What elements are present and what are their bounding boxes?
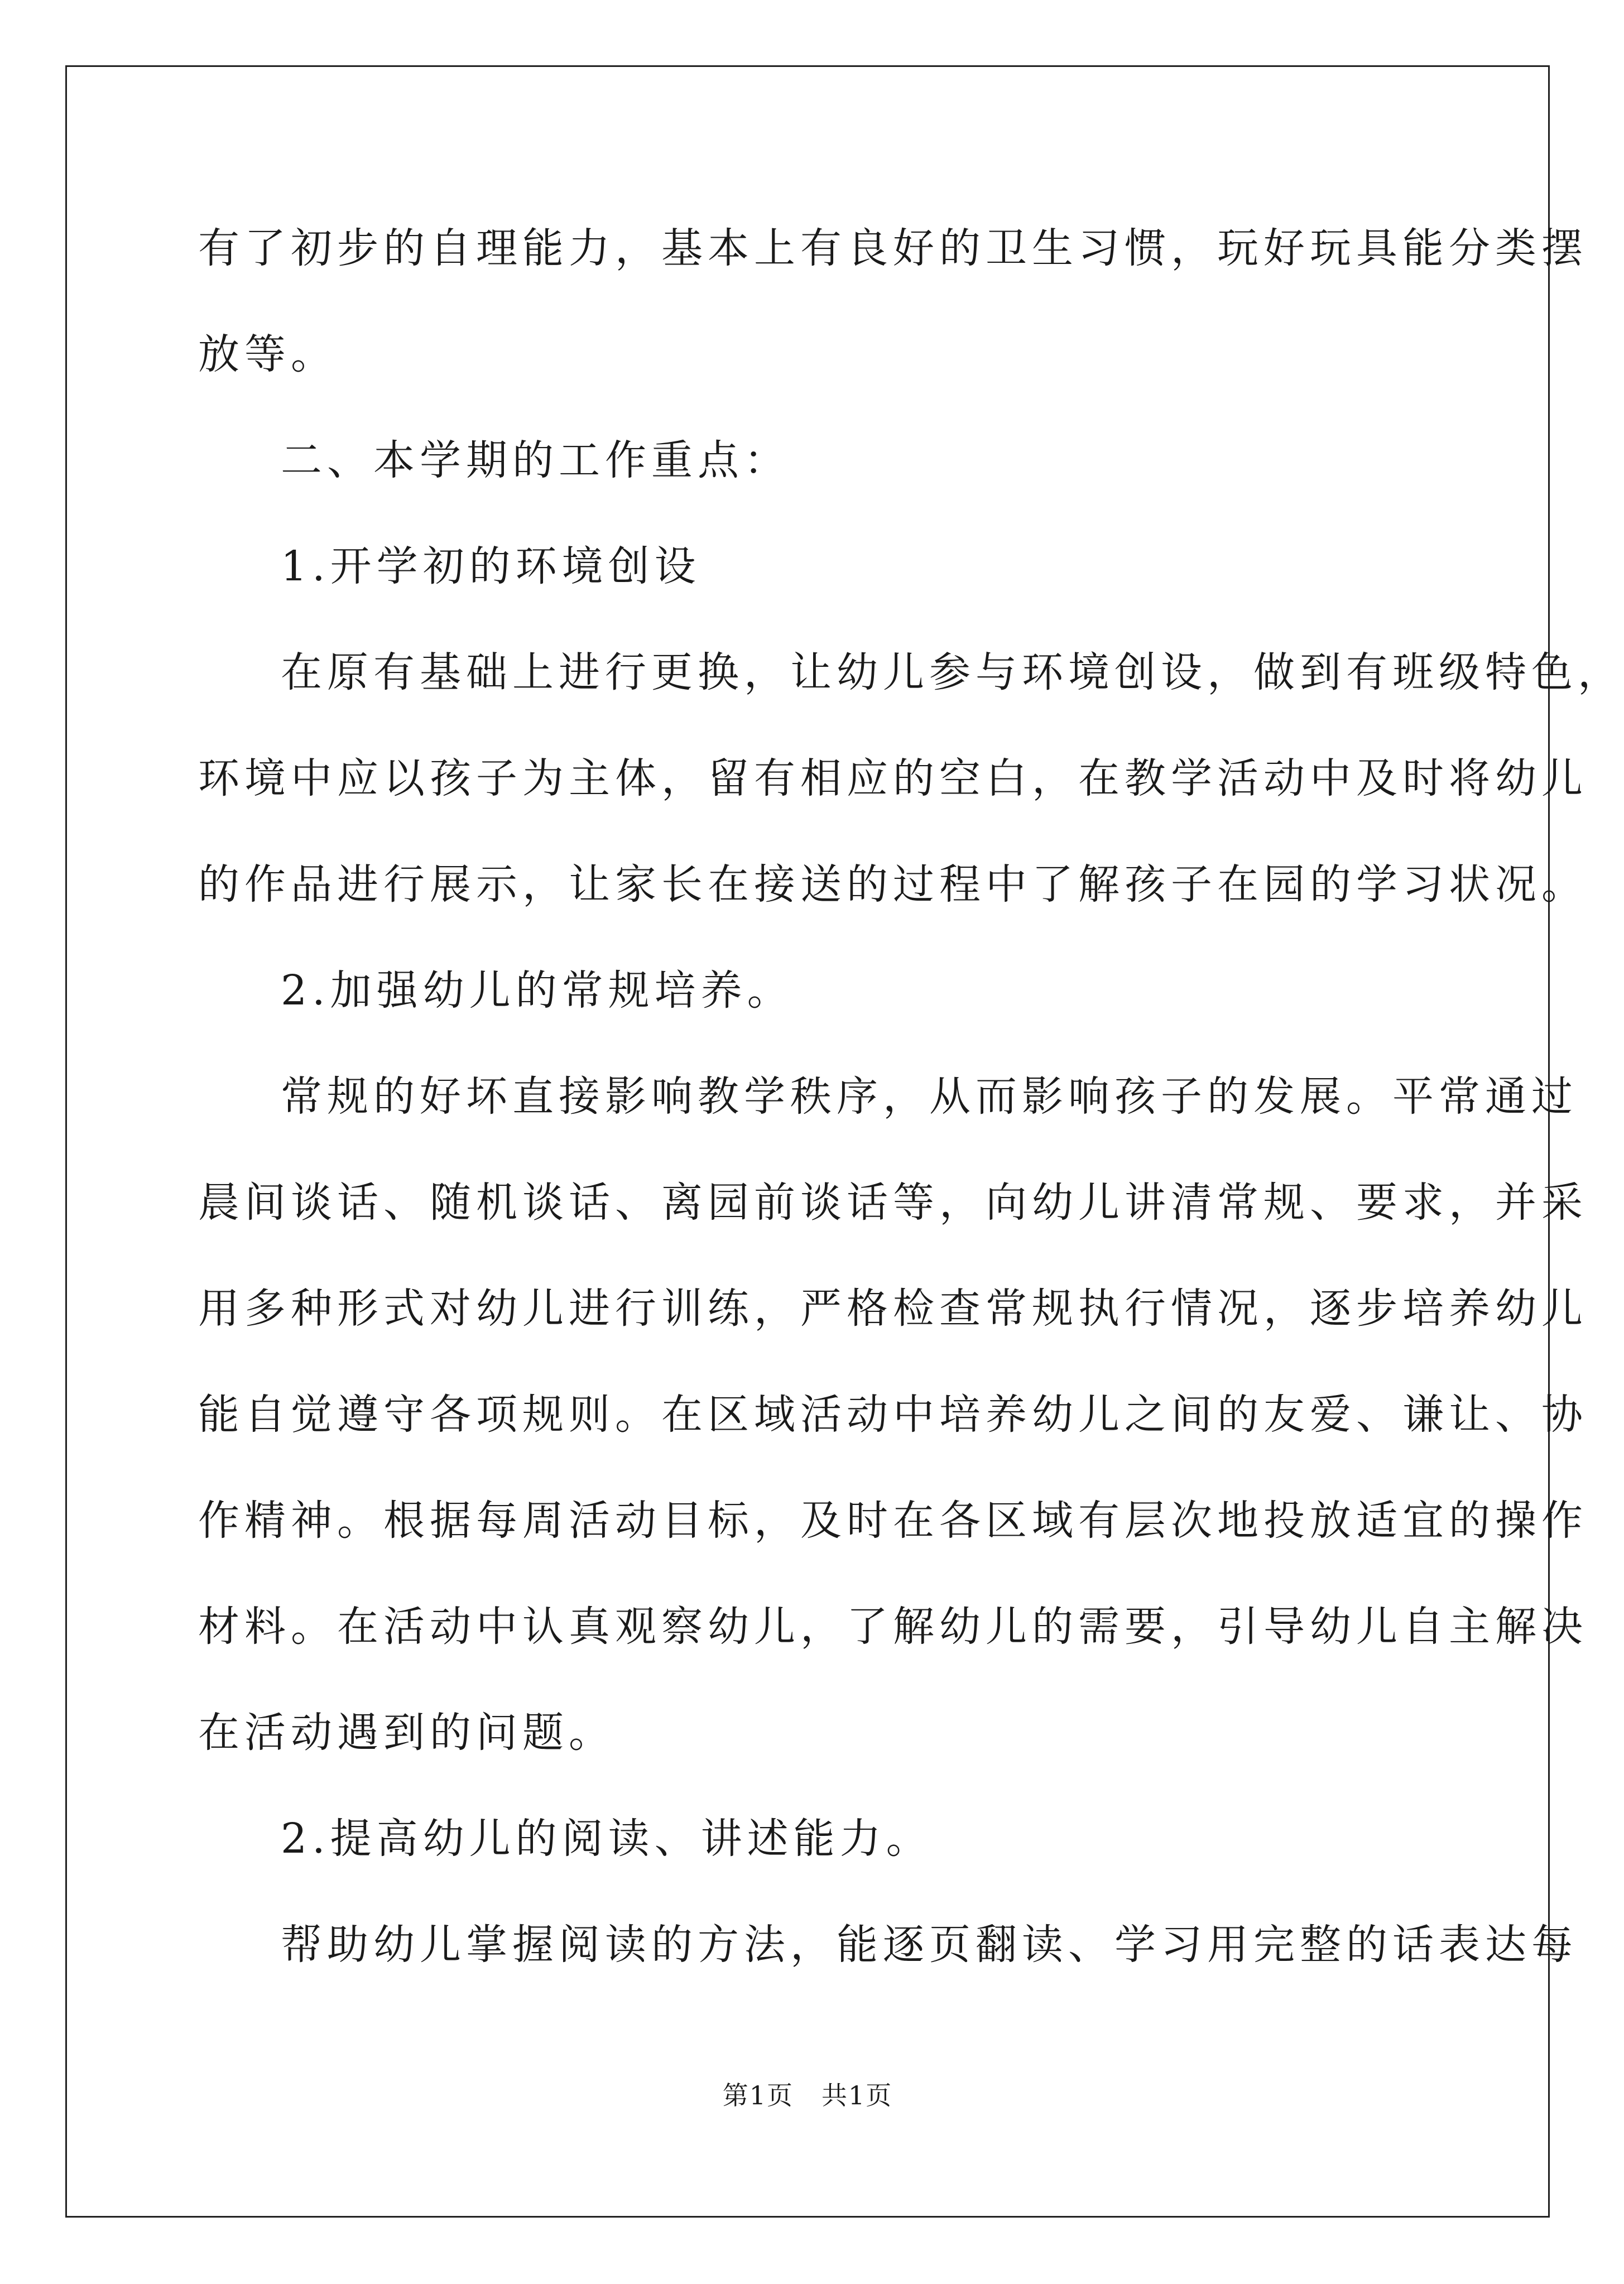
text-line: 在活动遇到的问题。	[198, 1709, 615, 1757]
text-line: 放等。	[198, 330, 337, 378]
text-line: 环境中应以孩子为主体，留有相应的空白，在教学活动中及时将幼儿	[198, 754, 1588, 802]
text-line: 2.提高幼儿的阅读、讲述能力。	[281, 1815, 933, 1863]
text-line: 有了初步的自理能力，基本上有良好的卫生习惯，玩好玩具能分类摆	[198, 224, 1588, 272]
text-line: 能自觉遵守各项规则。在区域活动中培养幼儿之间的友爱、谦让、协	[198, 1391, 1588, 1439]
page-number-total: 共1页	[821, 2080, 893, 2110]
text-line: 常规的好坏直接影响教学秩序，从而影响孩子的发展。平常通过	[281, 1073, 1578, 1121]
document-body	[198, 206, 1624, 2009]
text-line: 作精神。根据每周活动目标，及时在各区域有层次地投放适宜的操作	[198, 1497, 1588, 1545]
text-line: 二、本学期的工作重点：	[281, 436, 790, 484]
text-line: 在原有基础上进行更换，让幼儿参与环境创设，做到有班级特色，	[281, 648, 1624, 696]
text-line: 1.开学初的环境创设	[281, 542, 701, 590]
text-line: 帮助幼儿掌握阅读的方法，能逐页翻读、学习用完整的话表达每	[281, 1921, 1578, 1969]
page-number-current: 第1页	[722, 2080, 794, 2110]
text-line: 晨间谈话、随机谈话、离园前谈话等，向幼儿讲清常规、要求，并采	[198, 1179, 1588, 1227]
text-line: 2.加强幼儿的常规培养。	[281, 967, 794, 1014]
page-footer	[0, 2079, 1615, 2112]
text-line: 材料。在活动中认真观察幼儿，了解幼儿的需要，引导幼儿自主解决	[198, 1603, 1588, 1651]
text-line: 用多种形式对幼儿进行训练，严格检查常规执行情况，逐步培养幼儿	[198, 1285, 1588, 1333]
text-line: 的作品进行展示，让家长在接送的过程中了解孩子在园的学习状况。	[198, 860, 1588, 908]
